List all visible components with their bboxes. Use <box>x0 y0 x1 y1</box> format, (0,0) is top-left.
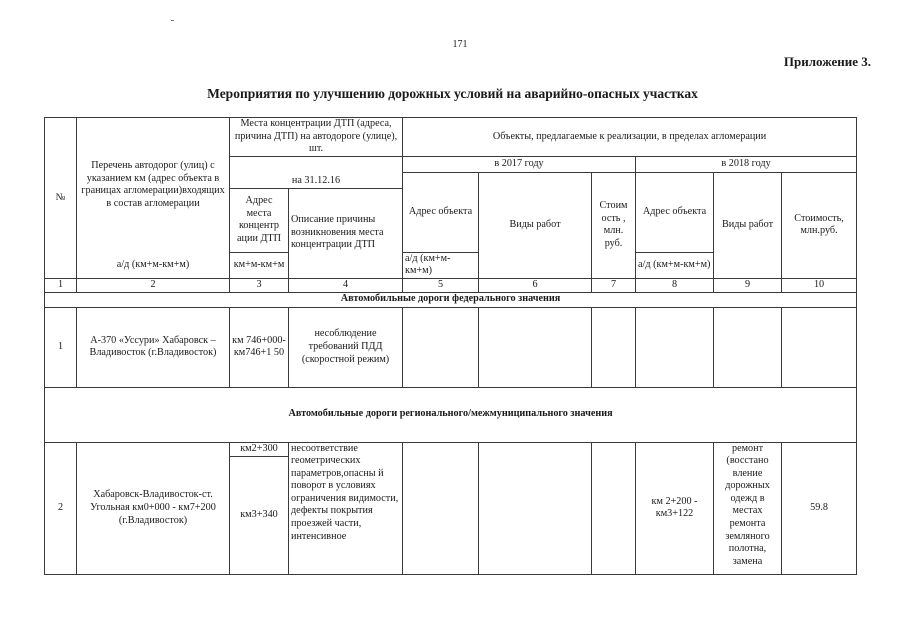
section-row-federal <box>45 292 857 307</box>
header-concentration-address-unit: км+м-км+м <box>230 252 289 278</box>
road-name: Хабаровск-Владивосток-ст. Угольная км0+000 - км7+200 (г.Владивосток) <box>77 442 230 574</box>
row-number: 1 <box>45 307 77 387</box>
appendix-label: Приложение 3. <box>783 54 871 69</box>
col-number: 1 <box>45 278 77 292</box>
header-works-2018: Виды работ <box>714 172 782 278</box>
header-address-2018-unit: а/д (км+м-км+м) <box>636 252 714 278</box>
road-name: А-370 «Уссури» Хабаровск – Владивосток (г.Владивосток) <box>77 307 230 387</box>
measures-table <box>44 117 857 575</box>
address-2018: км 2+200 - км3+122 <box>636 442 714 574</box>
concentration-address: км 746+000-км746+1 50 <box>230 307 289 387</box>
header-address-2018: Адрес объекта <box>636 172 714 252</box>
concentration-reason: несоблюдение требований ПДД (скоростной режим) <box>289 307 403 387</box>
document-title: Мероприятия по улучшению дорожных условий на аварийно-опасных участках <box>207 86 698 101</box>
header-year-2018: в 2018 году <box>636 156 857 172</box>
header-concentration: Места концентрации ДТП (адреса, причина ДТП) на автодороге (улице), шт. <box>230 118 403 157</box>
table-row <box>45 307 857 387</box>
works-2018: ремонт (восстано вление дорожных одежд в местах ремонта земляного полотна, замена <box>714 442 782 574</box>
empty-cell <box>636 307 714 387</box>
col-number: 2 <box>77 278 230 292</box>
section-title-federal: Автомобильные дороги федерального значения <box>45 292 857 307</box>
col-number: 5 <box>403 278 479 292</box>
col-number: 9 <box>714 278 782 292</box>
page-number: 171 <box>452 39 468 50</box>
table-row <box>45 442 857 456</box>
row-number: 2 <box>45 442 77 574</box>
header-concentration-date: на 31.12.16 <box>230 156 403 188</box>
header-roads-unit: а/д (км+м-км+м) <box>77 252 230 278</box>
col-number: 6 <box>479 278 592 292</box>
concentration-address-b: км3+340 <box>230 456 289 574</box>
section-row-regional <box>45 387 857 442</box>
empty-cell <box>479 442 592 574</box>
scan-mark <box>171 20 174 21</box>
column-number-row <box>45 278 857 292</box>
col-number: 7 <box>592 278 636 292</box>
col-number: 3 <box>230 278 289 292</box>
concentration-reason: несоответствие геометрических параметров,опасны й поворот в условиях ограничения видимости, дефекты покрытия проезжей части, интенсивное <box>289 442 403 574</box>
header-cost-2018: Стоимость, млн.руб. <box>782 172 857 278</box>
empty-cell <box>479 307 592 387</box>
header-roads: Перечень автодорог (улиц) с указанием км (адрес объекта в границах агломерации)входящих в состав агломерации <box>77 118 230 253</box>
header-works-2017: Виды работ <box>479 172 592 278</box>
header-address-2017-unit: а/д (км+м-км+м) <box>403 252 479 278</box>
header-objects: Объекты, предлагаемые к реализации, в пределах агломерации <box>403 118 857 157</box>
empty-cell <box>782 307 857 387</box>
header-concentration-reason: Описание причины возникновения места концентрации ДТП <box>289 188 403 278</box>
empty-cell <box>714 307 782 387</box>
header-cost-2017: Стоим ость , млн. руб. <box>592 172 636 278</box>
col-number: 10 <box>782 278 857 292</box>
empty-cell <box>403 442 479 574</box>
col-number: 8 <box>636 278 714 292</box>
header-num: № <box>45 118 77 279</box>
empty-cell <box>403 307 479 387</box>
concentration-address-a: км2+300 <box>230 442 289 456</box>
empty-cell <box>592 307 636 387</box>
header-year-2017: в 2017 году <box>403 156 636 172</box>
header-concentration-address: Адрес места концентр ации ДТП <box>230 188 289 252</box>
header-row-1 <box>45 118 857 157</box>
cost-2018: 59.8 <box>782 442 857 574</box>
col-number: 4 <box>289 278 403 292</box>
empty-cell <box>592 442 636 574</box>
header-address-2017: Адрес объекта <box>403 172 479 252</box>
section-title-regional: Автомобильные дороги регионального/межмуниципального значения <box>45 387 857 442</box>
